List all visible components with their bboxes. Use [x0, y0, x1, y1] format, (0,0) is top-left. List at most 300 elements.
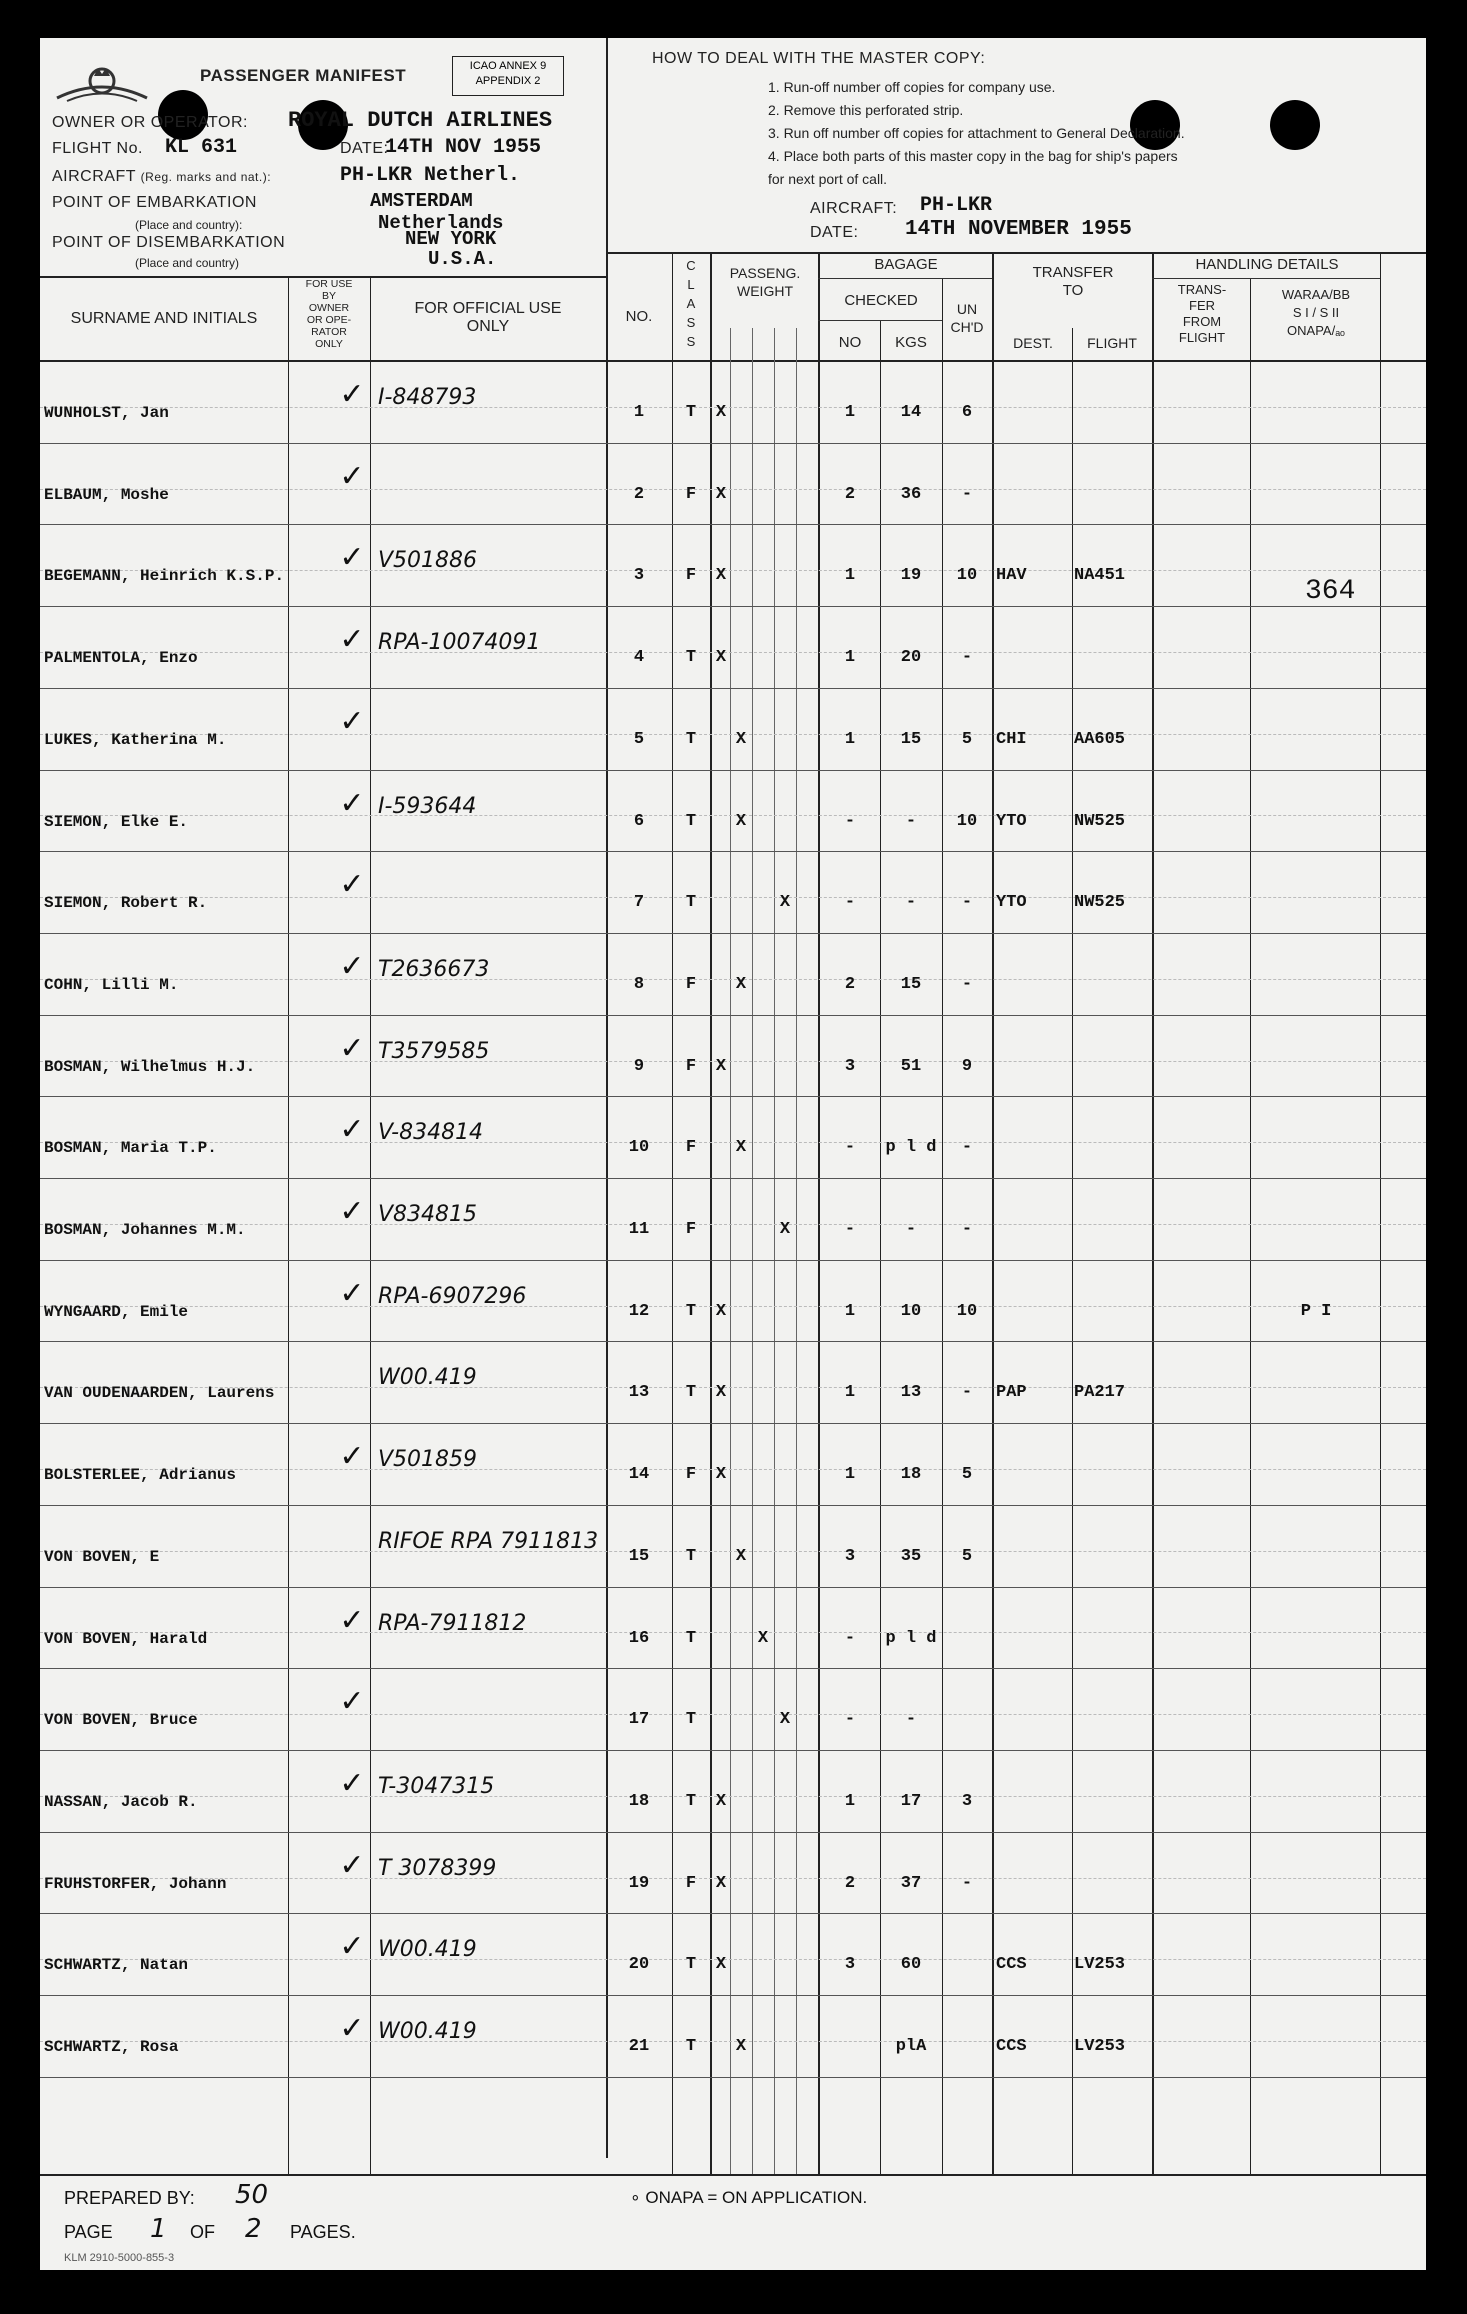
bag-count: -: [844, 1220, 856, 1239]
transfer-dest: [996, 1771, 1072, 1811]
row-number: 17: [628, 1710, 650, 1730]
row-divider: [40, 524, 1426, 525]
bag-kgs: plA: [895, 2037, 927, 2056]
embark-city: AMSTERDAM: [370, 190, 473, 212]
handling-detail: [1252, 1526, 1380, 1566]
class-code: T: [685, 1628, 697, 1648]
class-code: T: [685, 1383, 697, 1403]
transfer-flight: NA451: [1074, 566, 1126, 586]
row-number: 4: [633, 648, 645, 668]
instruction-item: 2. Remove this perforated strip.: [768, 102, 964, 118]
check-mark: ✓: [339, 2011, 365, 2046]
row-number: 6: [633, 811, 645, 831]
class-code: T: [685, 403, 697, 422]
transfer-from: [1154, 627, 1250, 667]
check-mark: ✓: [339, 1602, 365, 1638]
row-divider: [40, 1260, 1426, 1261]
row-divider: [40, 1505, 1426, 1506]
weight-mark: X: [715, 1791, 727, 1811]
owner-value: ROYAL DUTCH AIRLINES: [288, 108, 553, 133]
owner-label: OWNER OR OPERATOR:: [52, 114, 248, 131]
unchecked-count: [942, 1608, 992, 1648]
class-code: F: [685, 1465, 697, 1485]
bag-count: 1: [844, 1301, 856, 1321]
unchecked-count: -: [961, 1383, 973, 1403]
bag-count: 1: [844, 729, 856, 749]
class-code: F: [685, 484, 697, 504]
row-divider: [40, 1341, 1426, 1342]
handling-detail: [1252, 382, 1380, 422]
bag-count: 1: [844, 1791, 856, 1811]
col-bag-no: NO: [838, 334, 862, 351]
transfer-from: [1154, 1117, 1250, 1157]
row-divider: [40, 688, 1426, 689]
handling-detail: [1252, 954, 1380, 994]
bag-kgs: 14: [900, 403, 922, 422]
unchecked-count: 5: [961, 1546, 973, 1566]
bag-kgs: 13: [900, 1383, 922, 1403]
passenger-name: WUNHOLST, Jan: [44, 404, 169, 422]
handling-detail: [1252, 1853, 1380, 1893]
bag-count: -: [844, 1628, 856, 1648]
check-mark: ✓: [339, 1112, 365, 1148]
transfer-from: [1154, 791, 1250, 831]
class-code: T: [685, 1791, 697, 1811]
bag-kgs: 35: [900, 1546, 922, 1566]
handling-detail: [1252, 1608, 1380, 1648]
transfer-flight: [1074, 1853, 1152, 1893]
aircraft-label: AIRCRAFT (Reg. marks and nat.):: [52, 168, 272, 185]
row-number: 1: [633, 403, 645, 422]
transfer-dest: [996, 382, 1072, 422]
official-doc-number: I-848793: [378, 385, 477, 410]
icao-annex-box: ICAO ANNEX 9 APPENDIX 2: [452, 56, 564, 96]
passenger-name: SIEMON, Elke E.: [44, 812, 189, 831]
row-divider: [40, 1995, 1426, 1996]
col-bagage: BAGAGE: [874, 256, 938, 273]
row-divider: [40, 1913, 1426, 1914]
col-owner-use: FOR USE BY OWNER OR OPE- RATOR ONLY: [305, 278, 353, 350]
klm-crown-logo-icon: [52, 56, 152, 116]
passenger-name: VON BOVEN, Bruce: [44, 1711, 198, 1730]
handling-detail: [1252, 2016, 1380, 2056]
bag-count: -: [844, 893, 856, 913]
row-divider: [40, 1832, 1426, 1833]
row-number: 8: [633, 974, 645, 994]
col-official-use: FOR OFFICIAL USE ONLY: [414, 300, 562, 335]
bag-kgs: p l d: [885, 1628, 937, 1648]
class-code: F: [685, 566, 697, 586]
col-transfer-to: TRANSFER TO: [1032, 264, 1114, 299]
unchecked-count: [942, 2016, 992, 2056]
official-doc-number: I-593644: [378, 793, 477, 819]
transfer-dest: [996, 1526, 1072, 1566]
transfer-from: [1154, 1853, 1250, 1893]
handling-detail: [1252, 791, 1380, 831]
passenger-name: NASSAN, Jacob R.: [44, 1792, 198, 1811]
transfer-from: [1154, 1771, 1250, 1811]
unchecked-count: -: [961, 1138, 973, 1158]
passenger-name: COHN, Lilli M.: [44, 975, 179, 994]
transfer-flight: [1074, 1771, 1152, 1811]
unchecked-count: 5: [961, 729, 973, 749]
aircraft-value-right: PH-LKR: [920, 194, 993, 217]
bag-kgs: 18: [900, 1465, 922, 1485]
transfer-flight: [1074, 382, 1152, 422]
row-number: 10: [628, 1138, 650, 1158]
check-mark: ✓: [339, 785, 365, 821]
weight-mark: X: [735, 729, 747, 749]
date-label-right: DATE:: [810, 224, 859, 241]
passenger-name: VON BOVEN, E: [44, 1547, 160, 1566]
transfer-flight: [1074, 464, 1152, 504]
weight-mark: X: [779, 1220, 791, 1239]
transfer-flight: [1074, 627, 1152, 667]
official-doc-number: [378, 452, 604, 492]
class-code: F: [685, 1138, 697, 1158]
transfer-from: [1154, 382, 1250, 422]
bag-count: [820, 2016, 880, 2056]
of-value: 2: [245, 2214, 262, 2244]
col-class: C L A S S: [686, 258, 696, 349]
bag-count: 1: [844, 1465, 856, 1485]
col-surname: SURNAME AND INITIALS: [70, 310, 258, 327]
bag-kgs: 60: [900, 1955, 922, 1975]
check-mark: [332, 1516, 372, 1556]
row-number: 3: [633, 566, 645, 586]
row-number: 15: [628, 1546, 650, 1566]
bag-count: 2: [844, 484, 856, 504]
perforation-line: [606, 38, 608, 2158]
instruction-item: 4. Place both parts of this master copy in the bag for ship's papers: [768, 148, 1178, 164]
passenger-name: BOSMAN, Maria T.P.: [44, 1139, 217, 1158]
official-doc-number: V-834814: [378, 1120, 484, 1146]
transfer-flight: [1074, 954, 1152, 994]
transfer-dest: [996, 1853, 1072, 1893]
col-transfer-from: TRANS- FER FROM FLIGHT: [1177, 282, 1227, 345]
row-number: 9: [633, 1056, 645, 1076]
col-waraa: WARAA/BB S I / S II ONAPA/ₐₒ: [1281, 287, 1351, 338]
date-value-right: 14TH NOVEMBER 1955: [905, 218, 1132, 241]
handling-detail: [1252, 1362, 1380, 1402]
row-number: 16: [628, 1628, 650, 1648]
official-doc-number: [378, 860, 604, 900]
bag-count: 1: [844, 1383, 856, 1403]
weight-mark: X: [779, 893, 791, 913]
official-doc-number: RPA-6907296: [378, 1283, 527, 1309]
aircraft-value: PH-LKR Netherl.: [340, 164, 521, 187]
class-code: T: [685, 1546, 697, 1566]
handling-detail: [1252, 1934, 1380, 1974]
weight-mark: X: [715, 648, 727, 668]
official-doc-number: T 3078399: [378, 1855, 497, 1881]
bag-count: -: [844, 1710, 856, 1730]
unchecked-count: 10: [956, 1301, 978, 1321]
handling-detail: [1252, 1117, 1380, 1157]
official-doc-number: T-3047315: [378, 1773, 495, 1799]
row-number: 18: [628, 1791, 650, 1811]
passenger-name: SCHWARTZ, Natan: [44, 1956, 189, 1975]
transfer-flight: [1074, 1689, 1152, 1729]
row-number: 21: [628, 2037, 650, 2056]
transfer-from: [1154, 1036, 1250, 1076]
handling-detail: [1252, 1199, 1380, 1239]
transfer-from: [1154, 1608, 1250, 1648]
embark-country: Netherlands: [378, 212, 504, 234]
handling-detail: P I: [1300, 1301, 1332, 1321]
transfer-dest: PAP: [996, 1383, 1027, 1403]
transfer-from: [1154, 709, 1250, 749]
row-number: 14: [628, 1465, 650, 1485]
handling-detail: [1252, 464, 1380, 504]
row-divider: [40, 606, 1426, 607]
row-divider: [40, 1015, 1426, 1016]
passenger-name: BOSMAN, Wilhelmus H.J.: [44, 1057, 256, 1076]
official-doc-number: [378, 697, 604, 737]
passenger-name: ELBAUM, Moshe: [44, 485, 169, 504]
class-code: F: [685, 974, 697, 994]
class-code: F: [685, 1056, 697, 1076]
bag-kgs: -: [905, 1220, 917, 1239]
class-code: F: [685, 1220, 697, 1239]
aircraft-label-right: AIRCRAFT:: [810, 200, 898, 217]
row-divider: [40, 933, 1426, 934]
instruction-item: 1. Run-off number off copies for company use.: [768, 79, 1056, 95]
of-label: OF: [190, 2222, 215, 2242]
transfer-dest: [996, 627, 1072, 667]
weight-mark: X: [715, 566, 727, 586]
transfer-dest: YTO: [996, 811, 1027, 831]
official-doc-number: V834815: [378, 1202, 478, 1227]
unchecked-count: 6: [961, 403, 973, 422]
passenger-name: VAN OUDENAARDEN, Laurens: [44, 1384, 275, 1403]
transfer-dest: [996, 1036, 1072, 1076]
transfer-flight: [1074, 1608, 1152, 1648]
transfer-from: [1154, 1689, 1250, 1729]
bag-kgs: 17: [900, 1791, 922, 1811]
check-mark: ✓: [339, 1275, 365, 1311]
manifest-sheet: [40, 38, 1426, 2270]
passenger-name: SIEMON, Robert R.: [44, 894, 208, 913]
bag-kgs: 15: [900, 974, 922, 994]
onapa-note: ∘ ONAPA = ON APPLICATION.: [630, 2188, 868, 2207]
bag-kgs: -: [905, 893, 917, 913]
row-divider: [40, 1178, 1426, 1179]
pages-label: PAGES.: [290, 2222, 356, 2242]
official-doc-number: T2636673: [378, 956, 490, 982]
passenger-name: SCHWARTZ, Rosa: [44, 2038, 179, 2056]
check-mark: ✓: [339, 377, 365, 412]
handling-detail: [1252, 1444, 1380, 1484]
bag-kgs: -: [905, 811, 917, 831]
transfer-dest: YTO: [996, 893, 1027, 913]
transfer-dest: [996, 1199, 1072, 1239]
unchecked-count: -: [961, 648, 973, 668]
class-code: T: [685, 1955, 697, 1975]
handling-detail: [1252, 872, 1380, 912]
transfer-dest: [996, 464, 1072, 504]
transfer-flight: LV253: [1074, 2037, 1126, 2056]
date-label: DATE:: [340, 140, 389, 157]
class-code: T: [685, 1710, 697, 1730]
instructions-title: HOW TO DEAL WITH THE MASTER COPY:: [652, 50, 986, 67]
check-mark: ✓: [339, 703, 365, 739]
bag-kgs: 20: [900, 648, 922, 668]
passenger-name: WYNGAARD, Emile: [44, 1302, 189, 1321]
passenger-name: FRUHSTORFER, Johann: [44, 1874, 227, 1893]
passenger-name: BOSMAN, Johannes M.M.: [44, 1221, 246, 1239]
side-number: 364: [1305, 576, 1356, 607]
check-mark: ✓: [339, 1684, 365, 1720]
weight-mark: X: [735, 811, 747, 831]
row-number: 5: [633, 729, 645, 749]
passenger-name: PALMENTOLA, Enzo: [44, 649, 198, 668]
unchecked-count: [942, 1689, 992, 1729]
transfer-flight: [1074, 1526, 1152, 1566]
row-number: 20: [628, 1955, 650, 1975]
bag-kgs: p l d: [885, 1138, 937, 1158]
col-flight: FLIGHT: [1087, 335, 1137, 351]
unchecked-count: 5: [961, 1465, 973, 1485]
class-code: T: [685, 1301, 697, 1321]
row-divider: [40, 1423, 1426, 1424]
passenger-name: VON BOVEN, Harald: [44, 1629, 208, 1648]
official-doc-number: V501859: [378, 1447, 478, 1473]
row-number: 2: [633, 484, 645, 504]
bag-count: 2: [844, 974, 856, 994]
bag-kgs: 51: [900, 1056, 922, 1076]
row-divider: [40, 851, 1426, 852]
official-doc-number: T3579585: [378, 1038, 490, 1064]
transfer-dest: [996, 1608, 1072, 1648]
instruction-item: 3. Run off number off copies for attachment to General Declaration.: [768, 125, 1185, 141]
transfer-flight: NW525: [1074, 811, 1126, 831]
check-mark: ✓: [339, 540, 365, 576]
passenger-name: BEGEMANN, Heinrich K.S.P.: [44, 567, 285, 586]
weight-mark: X: [715, 484, 727, 504]
class-code: T: [685, 893, 697, 913]
bag-kgs: 36: [900, 484, 922, 504]
unchecked-count: 3: [961, 1791, 973, 1811]
weight-mark: X: [735, 974, 747, 994]
col-handling: HANDLING DETAILS: [1195, 256, 1339, 273]
handling-detail: [1252, 709, 1380, 749]
transfer-flight: AA605: [1074, 729, 1126, 749]
handling-detail: [1252, 1689, 1380, 1729]
handling-detail: [1252, 1771, 1380, 1811]
handling-detail: [1252, 627, 1380, 667]
transfer-from: [1154, 1362, 1250, 1402]
col-dest: DEST.: [1013, 335, 1053, 351]
transfer-dest: [996, 1281, 1072, 1321]
bag-count: 1: [844, 648, 856, 668]
form-code: KLM 2910-5000-855-3: [64, 2252, 175, 2264]
weight-mark: X: [757, 1628, 769, 1648]
weight-mark: X: [715, 1383, 727, 1403]
handling-detail: [1252, 1036, 1380, 1076]
col-checked: CHECKED: [844, 292, 918, 309]
official-doc-number: RPA-10074091: [378, 630, 541, 656]
check-mark: [332, 1352, 372, 1392]
row-divider: [40, 1587, 1426, 1588]
prepared-by-value: 50: [235, 2180, 269, 2210]
transfer-dest: CHI: [996, 729, 1027, 749]
check-mark: ✓: [339, 622, 365, 658]
transfer-flight: [1074, 1199, 1152, 1239]
transfer-dest: [996, 1444, 1072, 1484]
weight-mark: X: [735, 1546, 747, 1566]
official-doc-number: RPA-7911812: [378, 1610, 527, 1636]
transfer-from: [1154, 954, 1250, 994]
transfer-dest: CCS: [996, 1955, 1027, 1975]
row-number: 13: [628, 1383, 650, 1403]
row-number: 7: [633, 893, 645, 913]
class-code: T: [685, 648, 697, 668]
unchecked-count: 9: [961, 1056, 973, 1076]
disembark-country: U.S.A.: [428, 248, 497, 270]
embark-label: POINT OF EMBARKATION: [52, 194, 257, 211]
transfer-from: [1154, 1934, 1250, 1974]
unchecked-count: -: [961, 1220, 973, 1239]
transfer-flight: NW525: [1074, 893, 1126, 913]
transfer-flight: LV253: [1074, 1955, 1126, 1975]
row-divider: [40, 770, 1426, 771]
weight-mark: X: [715, 1056, 727, 1076]
disembark-city: NEW YORK: [405, 228, 497, 250]
transfer-from: [1154, 464, 1250, 504]
instructions-list: [768, 76, 1185, 191]
transfer-flight: [1074, 1036, 1152, 1076]
check-mark: ✓: [339, 1847, 365, 1883]
weight-mark: X: [715, 403, 727, 422]
check-mark: ✓: [339, 1765, 365, 1801]
flight-label: FLIGHT No.: [52, 140, 143, 157]
col-kgs: KGS: [895, 334, 927, 351]
check-mark: ✓: [339, 948, 365, 984]
col-passeng-weight: PASSENG. WEIGHT: [729, 265, 801, 299]
passenger-name: BOLSTERLEE, Adrianus: [44, 1466, 237, 1485]
check-mark: ✓: [339, 1030, 365, 1066]
bag-count: 3: [844, 1546, 856, 1566]
class-code: F: [685, 1873, 697, 1893]
bag-count: -: [844, 811, 856, 831]
transfer-dest: [996, 954, 1072, 994]
weight-mark: X: [735, 2037, 747, 2056]
transfer-from: [1154, 545, 1250, 585]
row-divider: [40, 1750, 1426, 1751]
transfer-flight: [1074, 1281, 1152, 1321]
class-code: T: [685, 811, 697, 831]
class-code: T: [685, 729, 697, 749]
weight-mark: X: [715, 1955, 727, 1975]
check-mark: ✓: [339, 1439, 365, 1475]
transfer-from: [1154, 2016, 1250, 2056]
transfer-from: [1154, 872, 1250, 912]
bag-count: 3: [844, 1955, 856, 1975]
check-mark: ✓: [339, 1194, 365, 1229]
transfer-from: [1154, 1526, 1250, 1566]
check-mark: ✓: [339, 867, 365, 903]
transfer-dest: CCS: [996, 2037, 1027, 2056]
transfer-from: [1154, 1281, 1250, 1321]
disembark-sub: (Place and country): [135, 256, 240, 270]
row-divider: [40, 1668, 1426, 1669]
disembark-label: POINT OF DISEMBARKATION: [52, 234, 286, 251]
unchecked-count: -: [961, 1873, 973, 1893]
transfer-flight: PA217: [1074, 1383, 1126, 1403]
transfer-flight: [1074, 1444, 1152, 1484]
unchecked-count: 10: [956, 811, 978, 831]
